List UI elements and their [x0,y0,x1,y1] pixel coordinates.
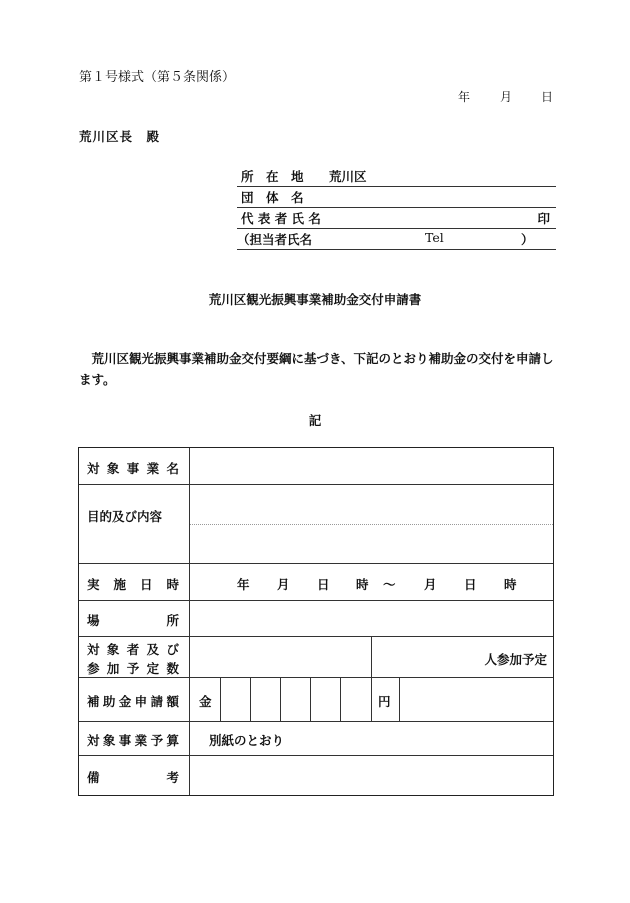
purpose-label-cell [79,485,190,563]
application-table [78,447,554,796]
amount-label-cell [79,678,190,721]
place-field[interactable] [191,601,553,636]
participants-label-2: 参 加 予 定 数 [87,661,179,676]
applicant-rep-line[interactable] [237,207,556,229]
participants-divider [371,637,372,677]
digit-divider-4 [310,678,311,721]
row-project-name [79,448,553,485]
representative-label: 代 表 者 氏 名 [241,211,321,226]
place-label: 場 所 [87,613,179,628]
dt-tilde: ～ [383,577,396,592]
remarks-label: 備 考 [87,770,179,785]
amount-suffix: 円 [378,694,391,709]
digit-divider-1 [220,678,221,721]
contact-label: （担当者氏名 [237,232,313,247]
year-label: 年 [458,90,471,104]
datetime-label-cell [79,564,190,600]
applicant-address-line[interactable] [237,165,556,187]
applicant-contact-line[interactable] [237,228,556,250]
digit-divider-7 [399,678,400,721]
project-name-label-cell [79,448,190,484]
form-number: 第１号様式（第５条関係） [79,70,236,85]
day-label: 日 [541,90,554,104]
participants-target-field[interactable] [191,637,370,677]
month-label: 月 [500,90,513,104]
row-place [79,601,553,637]
ki-heading: 記 [308,413,322,428]
dt-day2: 日 [464,577,477,592]
amount-label: 補 助 金 申 請 額 [87,694,179,709]
body-text: 荒川区観光振興事業補助金交付要綱に基づき、下記のとおり補助金の交付を申請します。 [79,351,554,387]
digit-divider-3 [280,678,281,721]
address-value: 荒川区 [329,169,367,184]
applicant-group-line[interactable] [237,186,556,208]
budget-label: 対 象 事 業 予 算 [87,733,179,748]
budget-label-cell [79,722,190,755]
amount-prefix: 金 [199,694,212,709]
dt-month1: 月 [277,577,290,592]
row-participants [79,637,553,678]
row-purpose [79,485,553,564]
tel-label: Tel [425,230,444,245]
seal-mark: 印 [537,211,550,226]
remarks-field[interactable] [191,756,553,795]
place-label-cell [79,601,190,636]
datetime-label: 実 施 日 時 [87,577,179,592]
row-amount [79,678,553,722]
dt-hour2: 時 [504,577,517,592]
participants-label-1: 対 象 者 及 び [87,642,179,657]
group-label: 団 体 名 [241,190,304,205]
purpose-field-1[interactable] [191,485,553,524]
dt-hour1: 時 [356,577,369,592]
contact-close: ） [521,232,534,247]
remarks-label-cell [79,756,190,795]
dt-month2: 月 [424,577,437,592]
project-name-field[interactable] [191,448,553,484]
row-remarks [79,756,553,795]
digit-divider-6 [371,678,372,721]
project-name-label: 対 象 事 業 名 [87,461,179,476]
dt-year: 年 [237,577,250,592]
participants-suffix: 人参加予定 [484,652,547,667]
digit-divider-5 [340,678,341,721]
purpose-label: 目的及び内容 [87,509,163,524]
purpose-field-2[interactable] [191,525,553,563]
addressee: 荒川区長 殿 [79,129,161,144]
row-datetime [79,564,553,601]
participants-label-cell [79,637,190,677]
digit-divider-2 [250,678,251,721]
address-label: 所 在 地 [241,169,304,184]
row-budget [79,722,553,756]
document-title: 荒川区観光振興事業補助金交付申請書 [208,292,422,307]
budget-value: 別紙のとおり [209,733,285,748]
dt-day1: 日 [317,577,330,592]
